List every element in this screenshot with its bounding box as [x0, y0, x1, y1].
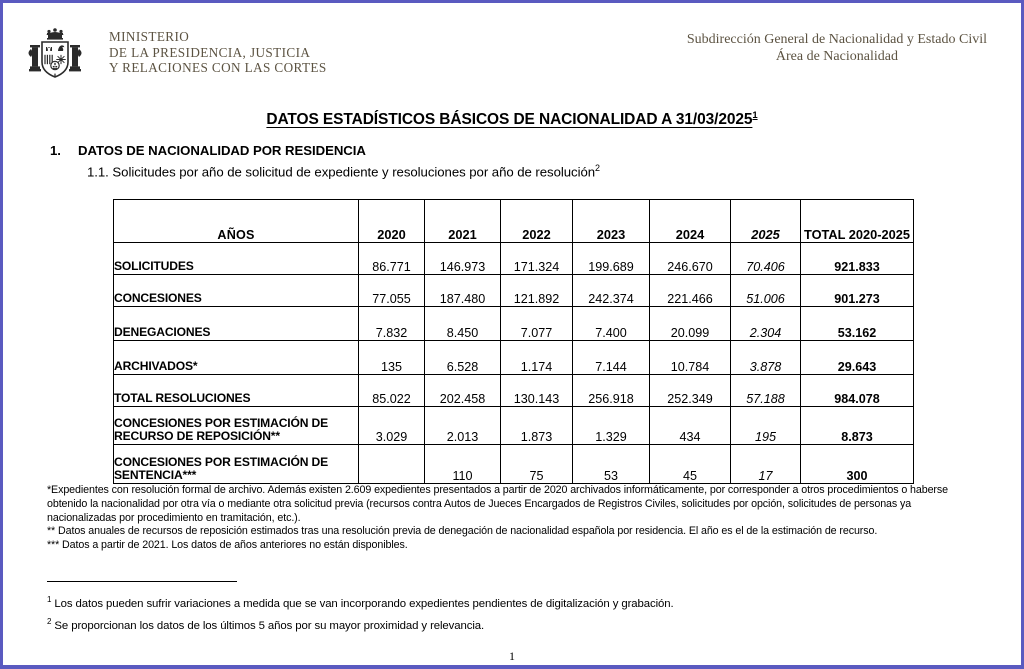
page-number: 1 [509, 649, 515, 663]
cell-total-resoluciones-2021: 202.458 [425, 375, 501, 407]
cell-denegaciones-2024: 20.099 [650, 307, 731, 341]
spain-coat-of-arms-icon [21, 26, 89, 84]
section-number: 1. [50, 143, 61, 158]
cell-recurso-2023: 1.329 [573, 407, 650, 445]
row-label-solicitudes: SOLICITUDES [114, 243, 359, 275]
cell-denegaciones-2021: 8.450 [425, 307, 501, 341]
table-notes [47, 484, 952, 553]
document-header [3, 20, 1021, 88]
cell-recurso-total: 8.873 [801, 407, 914, 445]
table-row [114, 243, 914, 275]
ministry-line-2: DE LA PRESIDENCIA, JUSTICIA [109, 44, 311, 60]
cell-recurso-2022: 1.873 [501, 407, 573, 445]
row-label-concesiones-sentencia: CONCESIONES POR ESTIMACIÓN DE SENTENCIA*** [114, 445, 359, 484]
cell-concesiones-2025: 51.006 [731, 275, 801, 307]
row-label-denegaciones: DENEGACIONES [114, 307, 359, 341]
subsection-title: 1.1. Solicitudes por año de solicitud de expediente y resoluciones por año de resolución [87, 164, 596, 180]
cell-denegaciones-2020: 7.832 [359, 307, 425, 341]
page-title-text: DATOS ESTADÍSTICOS BÁSICOS DE NACIONALIDAD A 31/03/2025 [266, 111, 753, 129]
cell-total-resoluciones-2020: 85.022 [359, 375, 425, 407]
cell-total-resoluciones-2025: 57.188 [731, 375, 801, 407]
cell-denegaciones-2025: 2.304 [731, 307, 801, 341]
table-row [114, 341, 914, 375]
table-col-header-2024: 2024 [650, 200, 731, 243]
cell-recurso-2021: 2.013 [425, 407, 501, 445]
footnote-2-marker: 2 [47, 617, 52, 627]
table-row [114, 307, 914, 341]
cell-archivados-2025: 3.878 [731, 341, 801, 375]
cell-recurso-2025: 195 [731, 407, 801, 445]
cell-solicitudes-2022: 171.324 [501, 243, 573, 275]
footnote-2-text: Se proporcionan los datos de los últimos 5 años por su mayor proximidad y relevancia. [51, 620, 485, 633]
page-title-footnote-marker: 1 [752, 110, 758, 121]
cell-denegaciones-2022: 7.077 [501, 307, 573, 341]
cell-concesiones-2021: 187.480 [425, 275, 501, 307]
table-note-3: *** Datos a partir de 2021. Los datos de años anteriores no están disponibles. [47, 539, 408, 552]
cell-sentencia-2022: 75 [501, 445, 573, 484]
table-note-1: *Expedientes con resolución formal de archivo. Además existen 2.609 expedientes presentados a partir de 2020 archivados informáticamente, por corresponder a otros procedimientos o haberse obtenido la nacionalidad por otra vía o mediante otra solicitud previa (recursos contra Autos de Jueces Encargados de Registros Civiles, solicitudes por opción, solicitudes de personas ya nacionalizadas por procedimiento en tramitación, etc.). [47, 484, 948, 524]
row-label-total-resoluciones: TOTAL RESOLUCIONES [114, 375, 359, 407]
cell-sentencia-2024: 45 [650, 445, 731, 484]
table-col-header-2023: 2023 [573, 200, 650, 243]
table-row [114, 407, 914, 445]
row-label-concesiones-recurso-reposicion: CONCESIONES POR ESTIMACIÓN DE RECURSO DE REPOSICIÓN** [114, 407, 359, 445]
ministry-line-3: Y RELACIONES CON LAS CORTES [109, 60, 327, 76]
cell-total-resoluciones-2024: 252.349 [650, 375, 731, 407]
table-note-2: ** Datos anuales de recursos de reposición estimados tras una resolución previa de denegación de nacionalidad española por residencia. El año es el de la estimación de recurso. [47, 525, 878, 538]
cell-sentencia-2023: 53 [573, 445, 650, 484]
table-row [114, 375, 914, 407]
section-title: DATOS DE NACIONALIDAD POR RESIDENCIA [78, 143, 366, 158]
ministry-name [109, 29, 327, 76]
footnote-1-marker: 1 [47, 595, 52, 604]
cell-sentencia-2025: 17 [731, 445, 801, 484]
ministry-line-1: MINISTERIO [109, 29, 190, 44]
cell-solicitudes-2024: 246.670 [650, 243, 731, 275]
cell-sentencia-2021: 110 [425, 445, 501, 484]
table-corner-header: AÑOS [114, 200, 359, 243]
table-col-header-2025: 2025 [731, 200, 801, 243]
cell-sentencia-2020 [359, 445, 425, 484]
table-col-header-2022: 2022 [501, 200, 573, 243]
subsection-heading-1-1 [87, 163, 600, 179]
subdireccion-block [687, 31, 987, 65]
cell-archivados-total: 29.643 [801, 341, 914, 375]
cell-denegaciones-total: 53.162 [801, 307, 914, 341]
cell-concesiones-2023: 242.374 [573, 275, 650, 307]
cell-concesiones-total: 901.273 [801, 275, 914, 307]
cell-archivados-2022: 1.174 [501, 341, 573, 375]
cell-total-resoluciones-2022: 130.143 [501, 375, 573, 407]
cell-concesiones-2022: 121.892 [501, 275, 573, 307]
cell-archivados-2023: 7.144 [573, 341, 650, 375]
subdireccion-line-1: Subdirección General de Nacionalidad y Estado Civil [686, 32, 987, 47]
footnote-2 [47, 613, 952, 635]
table-row [114, 275, 914, 307]
cell-total-resoluciones-total: 984.078 [801, 375, 914, 407]
cell-solicitudes-2023: 199.689 [573, 243, 650, 275]
cell-sentencia-total: 300 [801, 445, 914, 484]
table-col-header-total: TOTAL 2020-2025 [801, 200, 914, 243]
cell-archivados-2021: 6.528 [425, 341, 501, 375]
cell-solicitudes-2021: 146.973 [425, 243, 501, 275]
cell-concesiones-2020: 77.055 [359, 275, 425, 307]
section-heading-1 [50, 143, 366, 158]
subsection-footnote-marker: 2 [595, 163, 601, 173]
page-title [3, 110, 1021, 129]
page-footnotes [47, 591, 952, 636]
table-row [114, 445, 914, 484]
footnote-1 [47, 591, 952, 613]
cell-archivados-2020: 135 [359, 341, 425, 375]
cell-recurso-2020: 3.029 [359, 407, 425, 445]
footnote-1-text: Los datos pueden sufrir variaciones a medida que se van incorporando expedientes pendientes de digitalización y grabación. [51, 597, 674, 610]
statistics-table-wrapper [113, 199, 910, 484]
footnote-separator [47, 581, 237, 582]
table-header-row [114, 200, 914, 243]
cell-archivados-2024: 10.784 [650, 341, 731, 375]
cell-solicitudes-total: 921.833 [801, 243, 914, 275]
cell-recurso-2024: 434 [650, 407, 731, 445]
subdireccion-line-2: Área de Nacionalidad [775, 49, 898, 64]
cell-denegaciones-2023: 7.400 [573, 307, 650, 341]
table-col-header-2020: 2020 [359, 200, 425, 243]
cell-total-resoluciones-2023: 256.918 [573, 375, 650, 407]
statistics-table [113, 199, 914, 484]
cell-solicitudes-2025: 70.406 [731, 243, 801, 275]
cell-solicitudes-2020: 86.771 [359, 243, 425, 275]
row-label-concesiones: CONCESIONES [114, 275, 359, 307]
cell-concesiones-2024: 221.466 [650, 275, 731, 307]
table-col-header-2021: 2021 [425, 200, 501, 243]
row-label-archivados: ARCHIVADOS* [114, 341, 359, 375]
